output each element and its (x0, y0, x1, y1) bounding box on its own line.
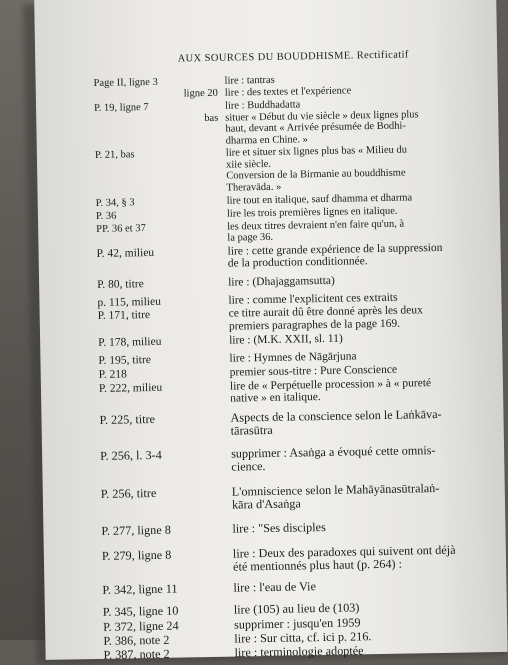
correction-text (228, 304, 423, 333)
correction-line: supprimer : Asaṅga a évoqué cette omnis- (230, 442, 436, 461)
correction-line: lire et situer six lignes plus bas « Milieu du (225, 144, 408, 159)
correction-line: premiers paragraphes de la page 169. (228, 317, 401, 333)
correction-line: lire : Hymnes de Nāgārjuna (229, 350, 357, 365)
page-reference (103, 618, 229, 634)
correction-text (230, 406, 442, 438)
correction-text (229, 331, 405, 347)
correction-line: Theravāda. » (226, 181, 282, 194)
correction-line: kāra d'Asaṅga (231, 496, 301, 512)
correction-line: lire de « Perpétuelle procession » à « pureté (229, 376, 432, 393)
page-reference-line: P. 279, ligne 8 (101, 547, 172, 563)
page-reference (96, 209, 222, 223)
corrigendum-row (101, 480, 501, 514)
page-reference-line: P. 345, ligne 10 (102, 603, 179, 619)
corrigendum-row (97, 272, 497, 292)
correction-line: lire : Sur citta, cf. ici p. 216. (234, 629, 372, 646)
corrigendum-row (94, 96, 495, 149)
page-reference (103, 633, 229, 649)
page-reference (99, 367, 225, 382)
correction-line: dharma en Chine. » (225, 133, 308, 147)
page-reference (96, 196, 222, 210)
page-reference-line: P. 387, note 2 (103, 647, 170, 663)
correction-line: de la production conditionnée. (227, 255, 368, 270)
correction-text (228, 274, 404, 290)
page-reference-line: P. 386, note 2 (103, 632, 170, 648)
page-reference (101, 523, 227, 539)
correction-text (234, 643, 434, 660)
correction-text (230, 442, 436, 474)
page-reference-line: P. 42, milieu (96, 246, 155, 260)
page-reference-line: p. 115, milieu (97, 295, 162, 309)
correction-line: tārasūtra (230, 423, 273, 438)
corrigendum-row (99, 407, 499, 441)
correction-line: lire : l'eau de Vie (233, 578, 317, 595)
page-reference-line: P. 256, l. 3-4 (100, 447, 162, 463)
correction-line: lire : tantras (224, 74, 275, 87)
entries-list (94, 71, 504, 663)
page-reference (97, 277, 223, 292)
correction-line: lire (105) au lieu de (103) (233, 600, 360, 617)
page-reference (98, 353, 224, 368)
correction-line: supprimer : jusqu'en 1959 (233, 614, 361, 632)
correction-line: les deux titres devraient n'en faire qu'un, à (227, 218, 405, 233)
correction-line: lire tout en italique, sauf dhamma et dharma (226, 192, 413, 208)
correction-line: native » en italique. (230, 391, 321, 405)
page-reference (99, 412, 225, 428)
correction-line: Aspects de la conscience selon le Laṅkāva- (230, 406, 442, 425)
correction-line: la page 36. (227, 231, 274, 244)
page-reference (102, 548, 228, 564)
corrigendum-row (102, 543, 502, 577)
correction-line: ce titre aurait dû être donné après les deux (228, 304, 423, 320)
page-reference-line: P. 80, titre (97, 278, 144, 291)
correction-line: Conversion de la Birmanie au bouddhisme (226, 167, 406, 183)
page-reference-line: P. 178, milieu (98, 335, 162, 349)
page-reference (96, 221, 222, 235)
correction-text (227, 241, 443, 270)
page-reference-line: P. 171, titre (97, 309, 151, 323)
correction-text (232, 542, 456, 574)
page-reference-line: P. 34, § 3 (95, 197, 135, 210)
correction-line: lire : (Dhajaggamsutta) (228, 274, 335, 289)
page-reference-line: Page II, ligne 3 (93, 76, 158, 89)
corrigendum-row (100, 443, 500, 477)
page-reference (97, 245, 223, 260)
correction-line: lire : terminologie adoptée (234, 643, 364, 660)
page-reference-line: P. 372, ligne 24 (102, 618, 179, 634)
page-reference-line: P. 222, milieu (98, 381, 163, 395)
correction-line: L'omniscience selon le Mahāyānasūtralaṅ- (231, 480, 440, 499)
page-reference (100, 447, 226, 463)
correction-line: lire : des textes et l'expérience (224, 85, 352, 99)
correction-line: lire les trois premières lignes en italique. (226, 205, 398, 220)
paper-sheet (34, 0, 508, 663)
page-reference (99, 380, 225, 395)
page-reference (103, 604, 229, 620)
correction-line: situer « Début du vie siècle » deux lignes plus (225, 108, 419, 124)
page-reference-line: P. 218 (98, 368, 127, 381)
page-reference (104, 647, 230, 663)
page-reference (94, 76, 220, 101)
page-reference (102, 581, 228, 597)
page-reference-line: P. 256, titre (100, 485, 157, 501)
page-reference-line: P. 225, titre (99, 411, 156, 427)
page-reference (95, 148, 221, 162)
correction-text (229, 376, 432, 405)
page-reference-line: P. 195, titre (98, 354, 151, 368)
page-reference (94, 101, 220, 126)
page-reference-line: P. 21, bas (94, 149, 135, 162)
page-reference (98, 334, 224, 349)
correction-text (227, 218, 403, 244)
page-reference (98, 308, 224, 323)
page-reference (97, 294, 223, 309)
corrigendum-row (101, 518, 501, 538)
corrigenda-content (93, 48, 504, 663)
correction-text (225, 73, 401, 99)
correction-line: lire : Deux des paradoxes qui suivent ont déjà (232, 542, 456, 561)
page-reference-line: PP. 36 et 37 (96, 222, 146, 235)
correction-line: lire : comme l'explicitent ces extraits (228, 291, 398, 307)
page-reference-line: P. 342, ligne 11 (102, 581, 178, 597)
page-reference-line: P. 277, ligne 8 (101, 523, 171, 539)
correction-line: lire : "Ses disciples (232, 520, 326, 537)
page-reference-line: P. 36 (95, 210, 117, 222)
correction-text (232, 520, 432, 537)
document-header: AUX SOURCES DU BOUDDHISME. Rectificatif (177, 49, 409, 65)
correction-line: premier sous-titre : Pure Conscience (229, 363, 398, 379)
correction-text (225, 144, 408, 194)
corrigendum-row (102, 577, 502, 597)
correction-text (224, 98, 419, 147)
correction-line: lire : Buddhadatta (224, 99, 301, 112)
correction-line: cience. (231, 459, 266, 474)
correction-line: lire : cette grande expérience de la suppression (227, 241, 443, 258)
correction-line: haut, devant « Arrivée présumée de Bodhi- (225, 120, 407, 135)
page-reference (101, 485, 227, 501)
correction-line: été mentionnés plus haut (p. 264) : (232, 556, 403, 574)
page-reference-line: P. 19, ligne 7 (93, 102, 149, 115)
correction-text (233, 578, 433, 595)
page-reference-line: bas (204, 112, 219, 124)
corrigendum-row (95, 143, 496, 196)
page-reference-line: ligne 20 (183, 87, 218, 99)
correction-text (231, 480, 440, 512)
correction-line: lire : (M.K. XXII, sl. 11) (229, 332, 343, 347)
correction-line: xiie siècle. (225, 158, 272, 171)
